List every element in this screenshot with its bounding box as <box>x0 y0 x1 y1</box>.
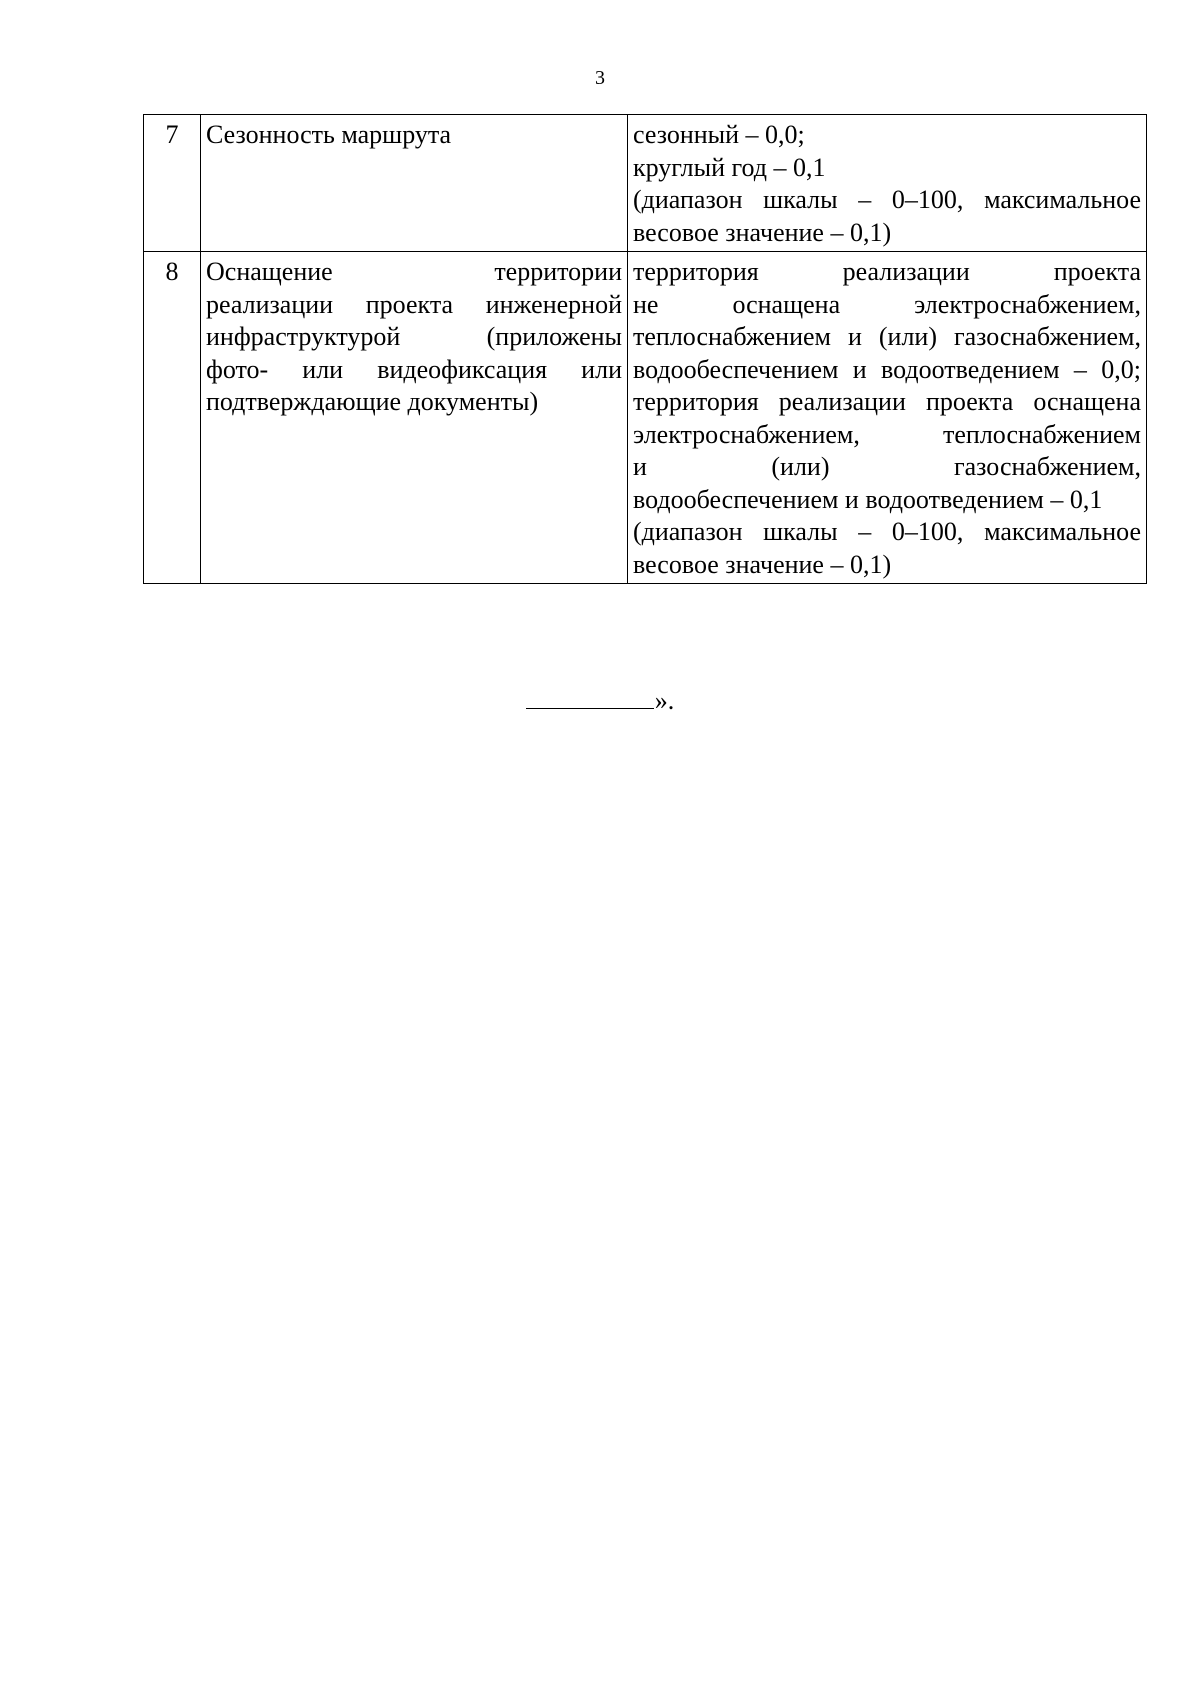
criterion-value-line: не оснащена электроснабжением, <box>633 289 1141 319</box>
criterion-value-line: электроснабжением, теплоснабжением <box>633 419 1141 449</box>
criterion-name-line: фото- или видеофиксация или <box>206 354 622 384</box>
criterion-name-line: инфраструктурой (приложены <box>206 322 622 351</box>
criterion-name-cell <box>201 115 628 252</box>
criterion-value-line: водообеспечением и водоотведением – 0,0; <box>633 354 1141 384</box>
closing-rule <box>526 686 654 709</box>
criterion-value-line: весовое значение – 0,1) <box>633 217 892 247</box>
row-number-cell: 7 <box>144 115 201 252</box>
criterion-name-line: подтверждающие документы) <box>206 387 539 416</box>
criterion-value-line: (диапазон шкалы – 0–100, максимальное <box>633 185 1141 214</box>
criterion-value-cell <box>628 115 1147 252</box>
criterion-name-cell <box>201 252 628 584</box>
criterion-value-line: сезонный – 0,0; <box>633 120 805 149</box>
page-number: 3 <box>595 67 605 89</box>
criterion-value-line: и (или) газоснабжением, <box>633 452 1141 481</box>
criterion-name-line: реализации проекта инженерной <box>206 289 622 319</box>
criterion-value-line: весовое значение – 0,1) <box>633 549 892 579</box>
criteria-table <box>143 114 1147 584</box>
criterion-value-line: территория реализации проекта <box>633 257 1141 286</box>
criterion-value-line: территория реализации проекта оснащена <box>633 387 1141 416</box>
closing-line <box>0 685 1200 717</box>
criterion-value-line: круглый год – 0,1 <box>633 152 826 182</box>
criterion-value-line: (диапазон шкалы – 0–100, максимальное <box>633 517 1141 546</box>
criterion-name-line: Оснащение территории <box>206 257 622 286</box>
criterion-value-line: водообеспечением и водоотведением – 0,1 <box>633 484 1103 514</box>
criterion-value-cell <box>628 252 1147 584</box>
row-number-cell: 8 <box>144 252 201 584</box>
table-row <box>144 252 1147 584</box>
criterion-name-line: Сезонность маршрута <box>206 120 452 149</box>
closing-quote-mark: ». <box>654 686 675 715</box>
table-row <box>144 115 1147 252</box>
criterion-value-line: теплоснабжением и (или) газоснабжением, <box>633 322 1141 351</box>
